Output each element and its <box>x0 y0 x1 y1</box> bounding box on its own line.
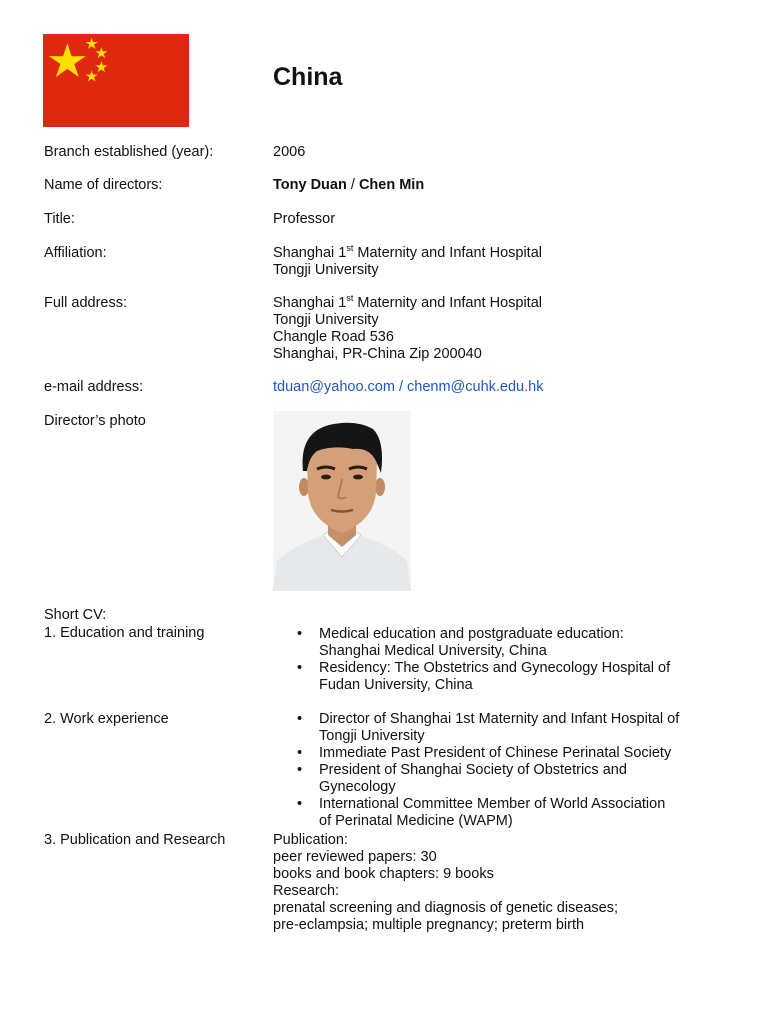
affiliation-line-1-start: Shanghai 1 <box>273 245 347 261</box>
work-list-container <box>273 711 733 830</box>
address-label: Full address: <box>44 295 128 311</box>
list-item-line: Gynecology <box>319 779 396 795</box>
list-item-line: • Immediate Past President of Chinese Perinatal Society <box>319 745 672 761</box>
list-item-line: • Medical education and postgraduate education: <box>319 626 624 642</box>
education-label: 1. Education and training <box>44 625 205 641</box>
page-title: China <box>273 63 343 91</box>
title-value: Professor <box>273 211 336 227</box>
flag-field <box>43 34 189 127</box>
publication-line: Research: <box>273 883 340 899</box>
director-separator: / <box>346 177 359 193</box>
list-item-line: • President of Shanghai Society of Obstetrics and <box>319 762 627 778</box>
list-item <box>273 660 733 694</box>
directors-label: Name of directors: <box>44 177 163 193</box>
list-item <box>273 711 733 745</box>
director-photo <box>273 411 411 591</box>
email-separator: / <box>394 379 408 395</box>
list-item-line: • Director of Shanghai 1st Maternity and Infant Hospital of <box>319 711 680 727</box>
email-label: e-mail address: <box>44 379 144 395</box>
publication-label: 3. Publication and Research <box>44 832 226 848</box>
list-item-line: Fudan University, China <box>319 677 473 693</box>
publication-line: peer reviewed papers: 30 <box>273 849 437 865</box>
ordinal-suffix: st <box>346 293 354 304</box>
address-line: Shanghai, PR-China Zip 200040 <box>273 346 482 362</box>
affiliation-value <box>273 245 542 279</box>
address-value <box>273 295 542 363</box>
list-item-line: Shanghai Medical University, China <box>319 643 547 659</box>
publication-line: pre-eclampsia; multiple pregnancy; preterm birth <box>273 917 585 933</box>
email-link-2[interactable]: chenm@cuhk.edu.hk <box>407 379 544 395</box>
address-line-1-start: Shanghai 1 <box>273 295 347 311</box>
list-item-line: • International Committee Member of World Association <box>319 796 666 812</box>
photo-label: Director’s photo <box>44 413 146 429</box>
affiliation-line-1-end: Maternity and Infant Hospital <box>353 245 542 261</box>
address-line: Tongji University <box>273 312 379 328</box>
work-label: 2. Work experience <box>44 711 169 727</box>
email-value <box>273 379 543 396</box>
director-1: Tony Duan <box>273 177 347 193</box>
photo-ear <box>375 478 385 496</box>
email-link-1[interactable]: tduan@yahoo.com <box>273 379 395 395</box>
director-2: Chen Min <box>358 177 425 193</box>
china-flag-icon <box>43 34 189 127</box>
affiliation-line <box>273 245 542 262</box>
list-item <box>273 626 733 660</box>
title-label: Title: <box>44 211 75 227</box>
list-item-line: Tongji University <box>319 728 425 744</box>
photo-eye <box>353 475 363 480</box>
ordinal-suffix: st <box>346 243 354 254</box>
publication-line: Publication: <box>273 832 348 848</box>
branch-label: Branch established (year): <box>44 144 214 160</box>
address-line <box>273 295 542 312</box>
list-item-line: • Residency: The Obstetrics and Gynecology Hospital of <box>319 660 671 676</box>
work-list <box>273 711 733 830</box>
list-item <box>273 796 733 830</box>
publication-line: books and book chapters: 9 books <box>273 866 494 882</box>
branch-value: 2006 <box>273 144 306 160</box>
affiliation-line: Tongji University <box>273 262 379 278</box>
publication-line: prenatal screening and diagnosis of genetic diseases; <box>273 900 619 916</box>
education-list <box>273 626 733 694</box>
address-line-1-end: Maternity and Infant Hospital <box>353 295 542 311</box>
affiliation-label: Affiliation: <box>44 245 107 261</box>
list-item-line: of Perinatal Medicine (WAPM) <box>319 813 513 829</box>
address-line: Changle Road 536 <box>273 329 394 345</box>
photo-ear <box>299 478 309 496</box>
list-item <box>273 762 733 796</box>
publication-block <box>273 832 733 934</box>
list-item <box>273 745 733 762</box>
education-list-container <box>273 626 733 694</box>
directors-value <box>273 177 424 194</box>
cv-heading: Short CV: <box>44 607 107 623</box>
photo-eye <box>321 475 331 480</box>
